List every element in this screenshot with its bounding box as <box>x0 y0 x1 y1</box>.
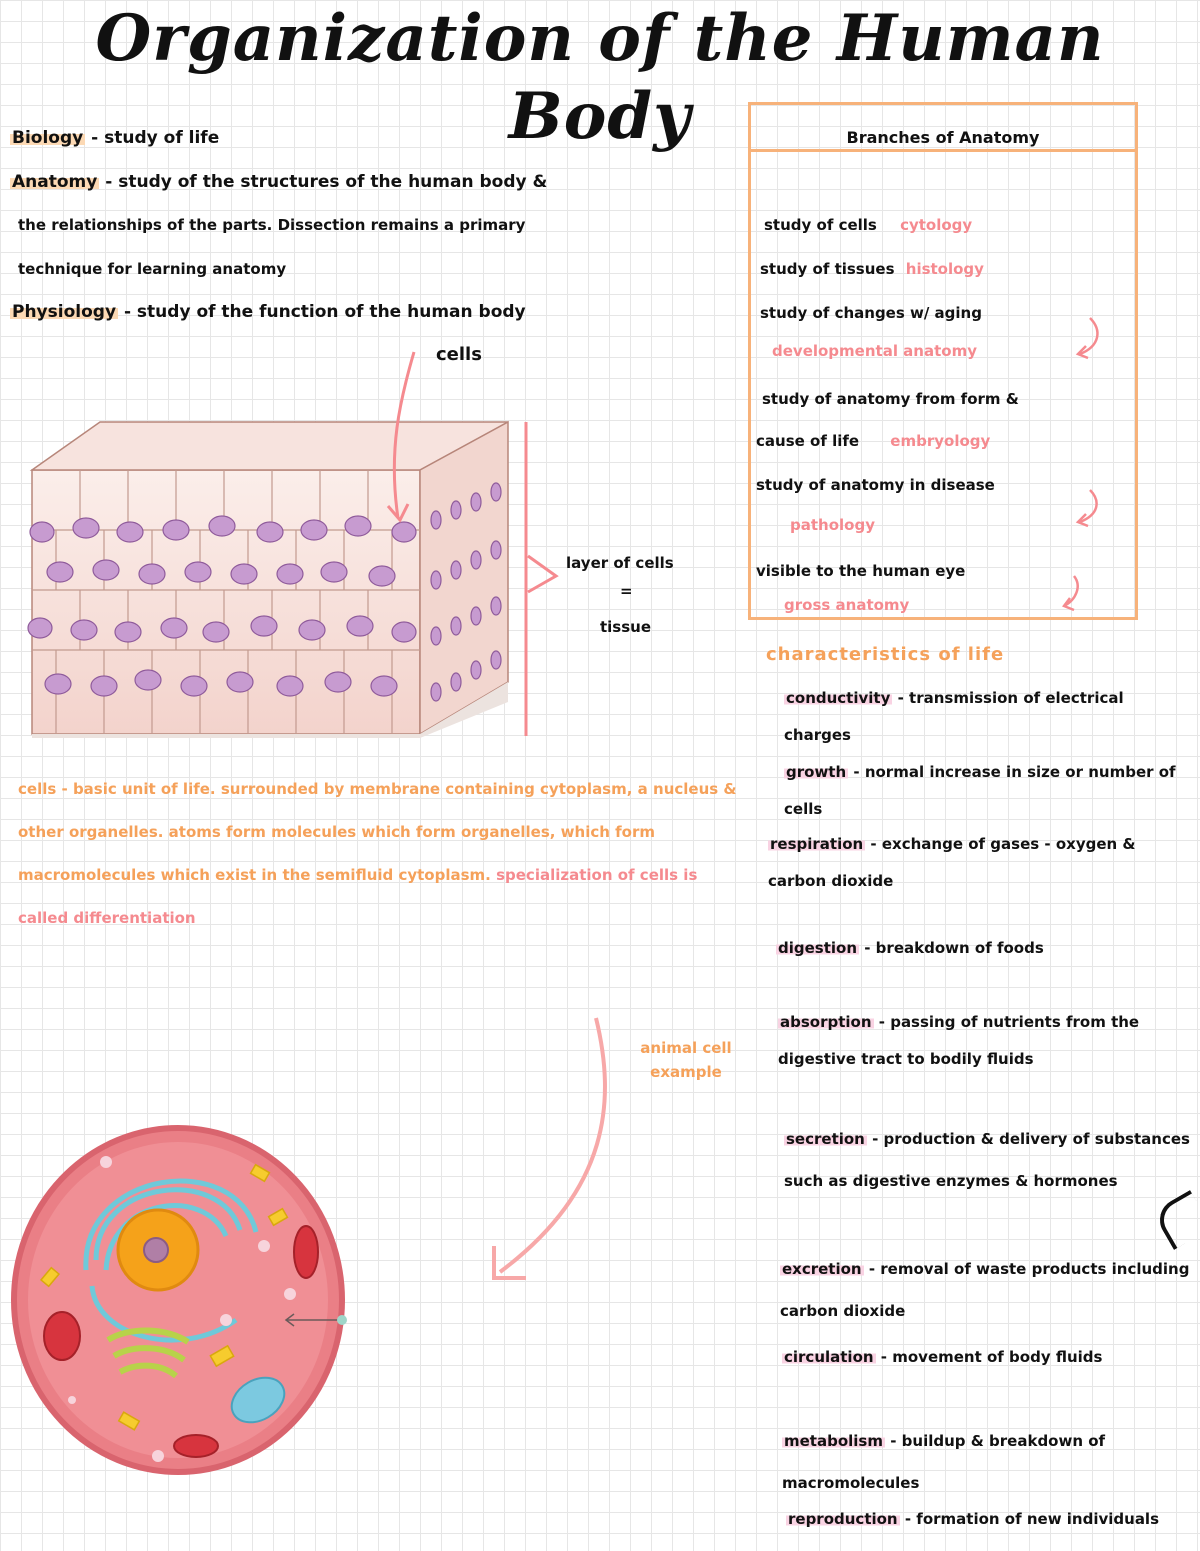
definition-anatomy-line-2: the relationships of the parts. Dissection remains a primary <box>18 216 526 234</box>
branch-form-text: study of anatomy from form & <box>762 390 1019 408</box>
pointer-dot <box>337 1315 347 1325</box>
branch-visible-text: visible to the human eye <box>756 562 966 580</box>
branch-histology: study of tissues histology <box>760 260 984 278</box>
cells-paragraph-pink: specialization of cells is called differentiation <box>18 866 698 927</box>
char-metabolism: metabolism - buildup & breakdown of macromolecules <box>782 1432 1106 1492</box>
char-respiration: respiration - exchange of gases - oxygen & carbon dioxide <box>768 835 1136 890</box>
term-physiology: Physiology <box>12 302 117 322</box>
nucleolus <box>144 1238 168 1262</box>
tissue-illustration <box>0 330 720 750</box>
char-growth: growth - normal increase in size or number of cells <box>784 763 1176 818</box>
definition-anatomy: Anatomy - study of the structures of the human body & <box>12 172 548 192</box>
branch-developmental: developmental anatomy <box>772 342 977 360</box>
branch-pathology: pathology <box>790 516 875 534</box>
branch-cytology: study of cells cytology <box>764 216 973 234</box>
definition-biology: Biology - study of life <box>12 128 220 148</box>
layer-label: layer of cells <box>566 554 674 572</box>
term-anatomy: Anatomy <box>12 172 98 192</box>
char-secretion: secretion - production & delivery of substances such as digestive enzymes & hormones <box>784 1130 1190 1190</box>
definition-anatomy-line-3: technique for learning anatomy <box>18 260 287 278</box>
term-biology: Biology <box>12 128 84 148</box>
characteristics-heading: characteristics of life <box>766 644 1005 665</box>
page-title: Organization of the Human Body <box>95 1 1105 154</box>
branch-disease-text: study of anatomy in disease <box>756 476 995 494</box>
branch-aging-text: study of changes w/ aging <box>760 304 982 322</box>
tissue-bracket-point <box>528 556 556 592</box>
animal-cell-illustration <box>0 1110 360 1490</box>
animal-cell-arrow <box>470 1010 630 1300</box>
branch-gross: gross anatomy <box>784 596 910 614</box>
definition-physiology: Physiology - study of the function of the human body <box>12 302 526 322</box>
cells-paragraph-orange: cells - basic unit of life. surrounded by membrane containing cytoplasm, a nucleus & other organelles. atoms form molecules which form organelles, which form macromolecules which exist in the semifluid cytoplasm. <box>18 780 737 884</box>
tissue-label: tissue <box>600 618 652 636</box>
char-circulation: circulation - movement of body fluids <box>784 1348 1103 1366</box>
char-excretion: excretion - removal of waste products including carbon dioxide <box>780 1260 1190 1320</box>
mitochondrion-2 <box>44 1312 80 1360</box>
branch-embryology: cause of life embryology <box>756 432 991 450</box>
equals-label: = <box>620 582 633 600</box>
char-digestion: digestion - breakdown of foods <box>778 939 1044 957</box>
animal-cell-label: animal cell example <box>640 1039 732 1081</box>
branch-arrows <box>1060 300 1110 620</box>
char-conductivity: conductivity - transmission of electrical charges <box>784 689 1124 744</box>
branches-heading: Branches of Anatomy <box>748 102 1138 152</box>
cells-label: cells <box>436 344 482 365</box>
char-absorption: absorption - passing of nutrients from the digestive tract to bodily fluids <box>778 1013 1140 1068</box>
mitochondrion-1 <box>294 1226 318 1278</box>
cells-paragraph <box>18 768 748 940</box>
mitochondrion-3 <box>174 1435 218 1457</box>
char-reproduction: reproduction - formation of new individuals <box>788 1510 1160 1528</box>
